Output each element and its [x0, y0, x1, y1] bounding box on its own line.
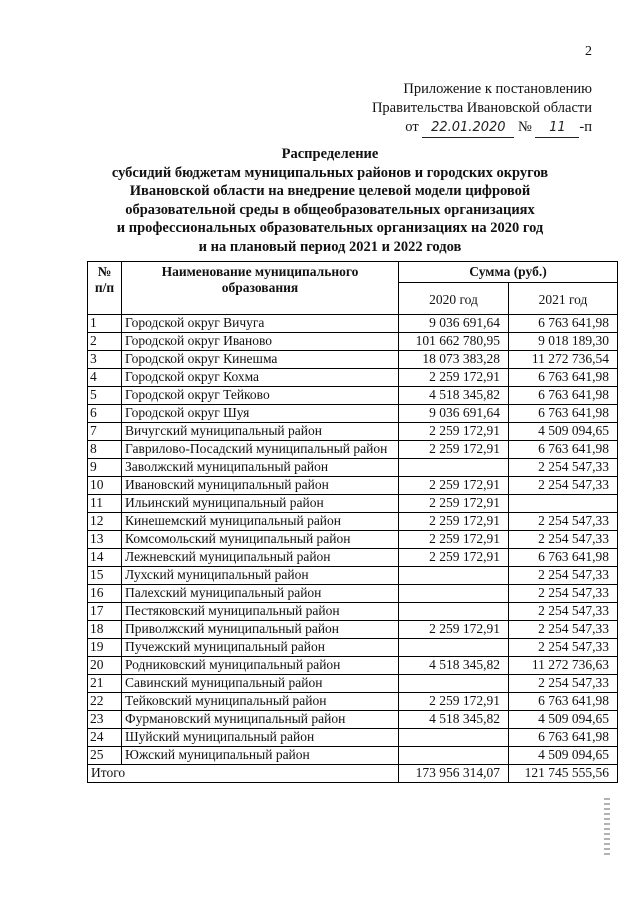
appendix-header [300, 80, 592, 138]
row-number: 14 [88, 549, 122, 567]
title-line: субсидий бюджетам муниципальных районов и городских округов [111, 164, 549, 181]
page-number: 2 [585, 44, 592, 59]
row-number: 6 [88, 405, 122, 423]
row-value-2020 [399, 459, 509, 477]
number-suffix: -п [579, 119, 592, 135]
table-row [88, 459, 618, 477]
row-value-2021: 6 763 641,98 [509, 549, 618, 567]
row-value-2020: 2 259 172,91 [399, 495, 509, 513]
row-number: 12 [88, 513, 122, 531]
row-name: Кинешемский муниципальный район [122, 513, 399, 531]
row-name: Родниковский муниципальный район [122, 657, 399, 675]
row-value-2020 [399, 603, 509, 621]
table-row [88, 585, 618, 603]
row-value-2020: 101 662 780,95 [399, 333, 509, 351]
table-row [88, 549, 618, 567]
row-value-2020: 4 518 345,82 [399, 711, 509, 729]
row-number: 21 [88, 675, 122, 693]
header-sum: Сумма (руб.) [399, 262, 618, 283]
header-number: № п/п [88, 262, 122, 315]
row-value-2020: 9 036 691,64 [399, 405, 509, 423]
row-number: 18 [88, 621, 122, 639]
row-value-2021: 11 272 736,63 [509, 657, 618, 675]
table-row [88, 567, 618, 585]
row-name: Городской округ Кохма [122, 369, 399, 387]
row-value-2021: 2 254 547,33 [509, 531, 618, 549]
row-value-2020 [399, 747, 509, 765]
title-line: и на плановый период 2021 и 2022 годов [198, 238, 462, 255]
title-line: Ивановской области на внедрение целевой модели цифровой [129, 183, 531, 199]
row-value-2020: 2 259 172,91 [399, 369, 509, 387]
table-row [88, 477, 618, 495]
row-number: 19 [88, 639, 122, 657]
row-name: Приволжский муниципальный район [122, 621, 399, 639]
table-row [88, 423, 618, 441]
total-row [88, 765, 618, 783]
row-value-2021: 6 763 641,98 [509, 729, 618, 747]
row-value-2021: 6 763 641,98 [509, 693, 618, 711]
row-name: Городской округ Вичуга [122, 315, 399, 333]
row-number: 25 [88, 747, 122, 765]
row-value-2021: 4 509 094,65 [509, 747, 618, 765]
title-line: Распределение [281, 146, 379, 162]
table-row [88, 657, 618, 675]
row-name: Вичугский муниципальный район [122, 423, 399, 441]
title-line: и профессиональных образовательных организациях на 2020 год [116, 220, 544, 236]
row-value-2020 [399, 675, 509, 693]
row-number: 15 [88, 567, 122, 585]
table-row [88, 639, 618, 657]
table-row [88, 441, 618, 459]
handwritten-date: 22.01.2020 [422, 118, 514, 138]
row-value-2021: 2 254 547,33 [509, 639, 618, 657]
header-name: Наименование муниципального образования [122, 262, 399, 315]
table-row [88, 369, 618, 387]
table-row [88, 603, 618, 621]
number-prefix: № [517, 119, 532, 135]
row-value-2020: 2 259 172,91 [399, 477, 509, 495]
row-name: Тейковский муниципальный район [122, 693, 399, 711]
row-value-2021: 6 763 641,98 [509, 315, 618, 333]
row-value-2020: 4 518 345,82 [399, 657, 509, 675]
row-number: 7 [88, 423, 122, 441]
margin-marks [604, 798, 610, 858]
row-name: Пестяковский муниципальный район [122, 603, 399, 621]
header-year-2021: 2021 год [509, 283, 618, 315]
date-prefix: от [405, 119, 419, 135]
row-number: 4 [88, 369, 122, 387]
title-line: образовательной среды в общеобразовательных организациях [125, 201, 535, 218]
row-number: 20 [88, 657, 122, 675]
row-value-2020: 2 259 172,91 [399, 441, 509, 459]
row-number: 23 [88, 711, 122, 729]
row-number: 5 [88, 387, 122, 405]
header-year-2020: 2020 год [399, 283, 509, 315]
row-value-2021: 2 254 547,33 [509, 675, 618, 693]
row-value-2020: 2 259 172,91 [399, 513, 509, 531]
appendix-line-1: Приложение к постановлению [403, 81, 592, 97]
row-value-2020: 4 518 345,82 [399, 387, 509, 405]
table-row [88, 315, 618, 333]
row-number: 10 [88, 477, 122, 495]
row-value-2021: 6 763 641,98 [509, 405, 618, 423]
row-number: 11 [88, 495, 122, 513]
appendix-line-2: Правительства Ивановской области [371, 100, 592, 116]
row-name: Пучежский муниципальный район [122, 639, 399, 657]
row-value-2021: 2 254 547,33 [509, 585, 618, 603]
row-value-2020 [399, 639, 509, 657]
table-row [88, 531, 618, 549]
table-row [88, 711, 618, 729]
row-value-2021: 2 254 547,33 [509, 621, 618, 639]
row-number: 24 [88, 729, 122, 747]
row-name: Городской округ Шуя [122, 405, 399, 423]
row-value-2021: 6 763 641,98 [509, 369, 618, 387]
table-row [88, 351, 618, 369]
row-value-2020: 18 073 383,28 [399, 351, 509, 369]
row-value-2020: 2 259 172,91 [399, 693, 509, 711]
subsidy-table [87, 261, 618, 783]
row-name: Шуйский муниципальный район [122, 729, 399, 747]
table-row [88, 621, 618, 639]
row-value-2021: 4 509 094,65 [509, 711, 618, 729]
row-value-2020 [399, 567, 509, 585]
row-name: Палехский муниципальный район [122, 585, 399, 603]
row-name: Городской округ Тейково [122, 387, 399, 405]
row-number: 3 [88, 351, 122, 369]
table-row [88, 747, 618, 765]
table-row [88, 405, 618, 423]
row-number: 1 [88, 315, 122, 333]
row-name: Комсомольский муниципальный район [122, 531, 399, 549]
row-value-2020: 2 259 172,91 [399, 549, 509, 567]
table-row [88, 495, 618, 513]
row-value-2021: 2 254 547,33 [509, 567, 618, 585]
row-name: Гаврилово-Посадский муниципальный район [122, 441, 399, 459]
table-row [88, 333, 618, 351]
row-name: Савинский муниципальный район [122, 675, 399, 693]
row-value-2021: 6 763 641,98 [509, 441, 618, 459]
row-name: Ивановский муниципальный район [122, 477, 399, 495]
row-number: 8 [88, 441, 122, 459]
row-number: 17 [88, 603, 122, 621]
handwritten-number: 11 [535, 118, 579, 138]
row-value-2021: 11 272 736,54 [509, 351, 618, 369]
row-value-2021: 2 254 547,33 [509, 459, 618, 477]
row-name: Южский муниципальный район [122, 747, 399, 765]
row-number: 13 [88, 531, 122, 549]
total-2021: 121 745 555,56 [509, 765, 618, 783]
total-2020: 173 956 314,07 [399, 765, 509, 783]
row-value-2020 [399, 729, 509, 747]
row-value-2021: 4 509 094,65 [509, 423, 618, 441]
table-row [88, 675, 618, 693]
row-value-2020 [399, 585, 509, 603]
total-label: Итого [88, 765, 399, 783]
row-value-2021: 6 763 641,98 [509, 387, 618, 405]
row-name: Фурмановский муниципальный район [122, 711, 399, 729]
document-title [60, 145, 600, 256]
row-name: Лежневский муниципальный район [122, 549, 399, 567]
row-name: Ильинский муниципальный район [122, 495, 399, 513]
row-number: 2 [88, 333, 122, 351]
row-value-2021: 2 254 547,33 [509, 477, 618, 495]
table-row [88, 387, 618, 405]
row-value-2020: 2 259 172,91 [399, 621, 509, 639]
row-name: Городской округ Кинешма [122, 351, 399, 369]
row-value-2020: 9 036 691,64 [399, 315, 509, 333]
row-name: Заволжский муниципальный район [122, 459, 399, 477]
row-value-2020: 2 259 172,91 [399, 531, 509, 549]
row-value-2020: 2 259 172,91 [399, 423, 509, 441]
appendix-date-line [300, 118, 592, 138]
row-value-2021: 2 254 547,33 [509, 603, 618, 621]
table-row [88, 693, 618, 711]
row-value-2021: 2 254 547,33 [509, 513, 618, 531]
row-number: 9 [88, 459, 122, 477]
table-row [88, 513, 618, 531]
row-number: 16 [88, 585, 122, 603]
row-name: Лухский муниципальный район [122, 567, 399, 585]
row-name: Городской округ Иваново [122, 333, 399, 351]
row-value-2021 [509, 495, 618, 513]
row-value-2021: 9 018 189,30 [509, 333, 618, 351]
row-number: 22 [88, 693, 122, 711]
table-row [88, 729, 618, 747]
